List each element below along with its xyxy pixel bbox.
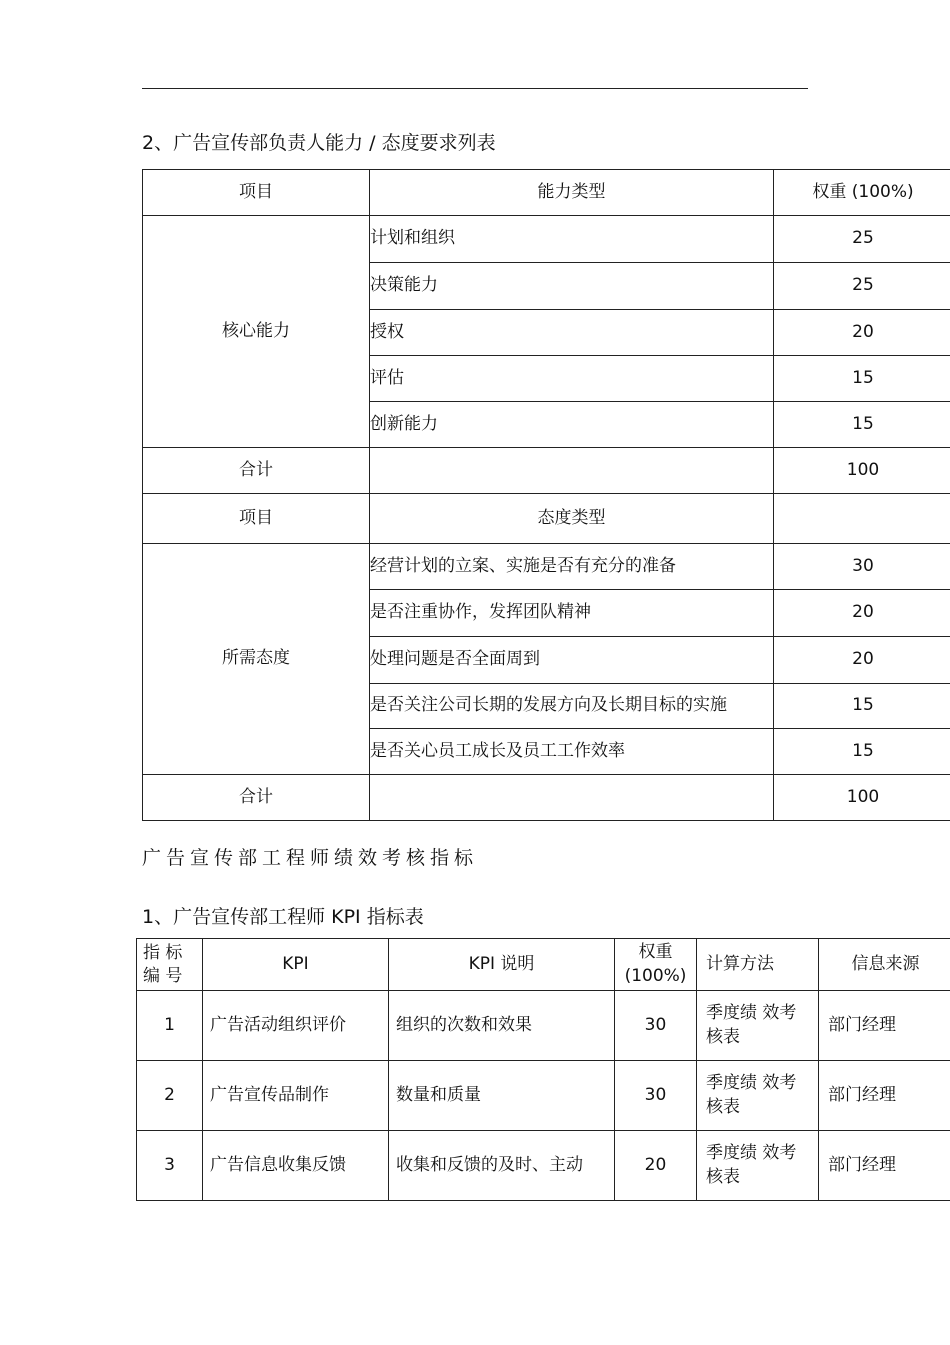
attitude-weight: 15: [774, 729, 950, 775]
ability-label: 计划和组织: [370, 216, 774, 263]
kpi-method-line1: 季度绩 效考: [706, 1072, 797, 1093]
ability-weight: 25: [774, 216, 950, 263]
table-header-row: [137, 939, 950, 991]
header-index: [137, 939, 203, 991]
ability-label: 创新能力: [370, 402, 774, 448]
kpi-source: 部门经理: [819, 1131, 950, 1201]
total-label: 合计: [143, 448, 370, 494]
attitude-label: 是否注重协作，发挥团队精神: [370, 590, 774, 637]
kpi-method: [697, 1131, 819, 1201]
table-row: [137, 1131, 950, 1201]
header-weight-line1: 权重: [638, 941, 673, 962]
header-ability-type: 能力类型: [370, 170, 774, 216]
ability-weight: 15: [774, 402, 950, 448]
header-item: 项目: [143, 170, 370, 216]
header-attitude-type: 态度类型: [370, 494, 774, 544]
header-index-line1: 指 标: [143, 942, 183, 963]
kpi-table: [136, 938, 950, 1201]
top-rule: [142, 88, 808, 89]
total-value: 100: [774, 775, 950, 821]
kpi-no: 3: [137, 1131, 203, 1201]
kpi-method-line2: 核表: [706, 1166, 740, 1187]
ability-weight: 20: [774, 310, 950, 356]
kpi-weight: 30: [615, 991, 697, 1061]
kpi-name: 广告宣传品制作: [203, 1061, 389, 1131]
kpi-desc: 数量和质量: [389, 1061, 615, 1131]
kpi-no: 2: [137, 1061, 203, 1131]
header-kpi-desc: KPI 说明: [389, 939, 615, 991]
attitude-weight: 20: [774, 637, 950, 684]
section-heading-engineer: 广告宣传部工程师绩效考核指标: [142, 847, 479, 869]
ability-weight: 25: [774, 263, 950, 310]
kpi-method: [697, 1061, 819, 1131]
header-weight: [615, 939, 697, 991]
total-row: [143, 775, 950, 821]
total-value: 100: [774, 448, 950, 494]
kpi-desc: 组织的次数和效果: [389, 991, 615, 1061]
kpi-source: 部门经理: [819, 991, 950, 1061]
kpi-desc: 收集和反馈的及时、主动: [389, 1131, 615, 1201]
attitude-label: 是否关心员工成长及员工工作效率: [370, 729, 774, 775]
table-row: [143, 544, 950, 590]
empty-cell: [370, 775, 774, 821]
kpi-weight: 20: [615, 1131, 697, 1201]
kpi-method-line2: 核表: [706, 1026, 740, 1047]
empty-cell: [774, 494, 950, 544]
ability-weight: 15: [774, 356, 950, 402]
section-heading-kpi: 1、广告宣传部工程师 KPI 指标表: [142, 906, 424, 928]
total-row: [143, 448, 950, 494]
kpi-method-line1: 季度绩 效考: [706, 1142, 797, 1163]
table-row: [137, 1061, 950, 1131]
attitude-label: 是否关注公司长期的发展方向及长期目标的实施: [370, 684, 774, 729]
attitude-group: 所需态度: [143, 544, 370, 775]
attitude-header-row: [143, 494, 950, 544]
table-header-row: [143, 170, 950, 216]
header-source: 信息来源: [819, 939, 950, 991]
table-row: [137, 991, 950, 1061]
attitude-label: 经营计划的立案、实施是否有充分的准备: [370, 544, 774, 590]
header-weight: 权重 (100%): [774, 170, 950, 216]
empty-cell: [370, 448, 774, 494]
attitude-weight: 20: [774, 590, 950, 637]
ability-attitude-table: [142, 169, 950, 821]
attitude-label: 处理问题是否全面周到: [370, 637, 774, 684]
kpi-name: 广告活动组织评价: [203, 991, 389, 1061]
section-heading-ability: 2、广告宣传部负责人能力 / 态度要求列表: [142, 132, 496, 154]
attitude-weight: 15: [774, 684, 950, 729]
core-ability-group: 核心能力: [143, 216, 370, 448]
attitude-weight: 30: [774, 544, 950, 590]
kpi-name: 广告信息收集反馈: [203, 1131, 389, 1201]
header-kpi: KPI: [203, 939, 389, 991]
header-item: 项目: [143, 494, 370, 544]
kpi-method-line1: 季度绩 效考: [706, 1002, 797, 1023]
header-method: 计算方法: [697, 939, 819, 991]
header-weight-line2: (100%): [624, 965, 687, 986]
table-row: [143, 216, 950, 263]
kpi-no: 1: [137, 991, 203, 1061]
ability-label: 评估: [370, 356, 774, 402]
kpi-method: [697, 991, 819, 1061]
kpi-source: 部门经理: [819, 1061, 950, 1131]
ability-label: 授权: [370, 310, 774, 356]
kpi-method-line2: 核表: [706, 1096, 740, 1117]
kpi-weight: 30: [615, 1061, 697, 1131]
total-label: 合计: [143, 775, 370, 821]
ability-label: 决策能力: [370, 263, 774, 310]
header-index-line2: 编 号: [143, 965, 183, 986]
